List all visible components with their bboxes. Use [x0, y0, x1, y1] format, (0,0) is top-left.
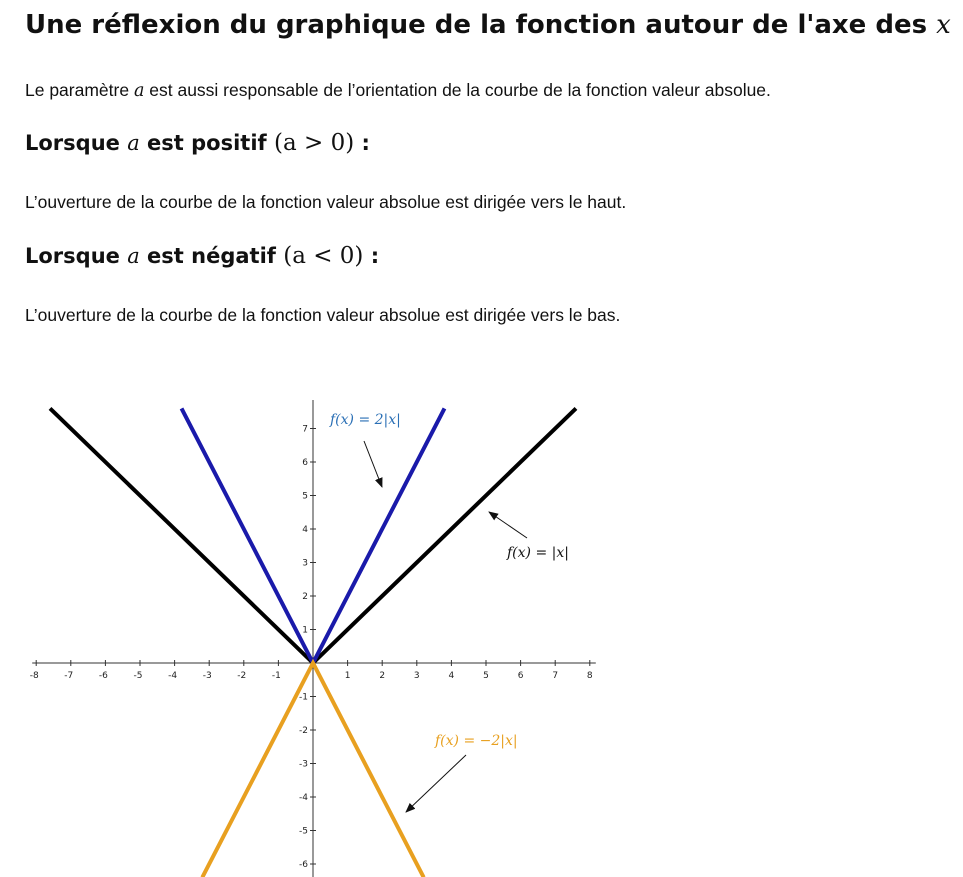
negative-heading-colon: :: [363, 244, 380, 268]
y-tick-label: 4: [302, 525, 308, 535]
negative-case-heading: [25, 243, 379, 269]
y-tick-label: -5: [299, 826, 308, 837]
x-tick-label: 7: [552, 671, 559, 681]
double-abs-label: f(x) = 2|x|: [330, 412, 401, 428]
positive-heading-colon: :: [354, 131, 370, 155]
x-tick-label: 3: [413, 671, 420, 681]
x-tick-label: 5: [483, 671, 489, 681]
double-abs-arrow: [364, 441, 382, 487]
page-title-text: Une réflexion du graphique de la fonction autour de l'axe des: [25, 10, 937, 40]
positive-heading-middle: est positif: [139, 131, 274, 155]
positive-heading-var: a: [127, 131, 140, 155]
negative-case-text: L’ouverture de la courbe de la fonction valeur absolue est dirigée vers le bas.: [25, 305, 621, 325]
x-tick-label: -3: [202, 671, 212, 681]
abs-value-label: f(x) = |x|: [507, 545, 569, 561]
positive-heading-start: Lorsque: [25, 131, 128, 155]
x-tick-label: -1: [271, 671, 281, 681]
page-title-var: x: [936, 10, 951, 40]
intro-paragraph: [25, 80, 771, 101]
y-tick-label: -3: [299, 759, 308, 770]
absolute-value-graph: [0, 395, 620, 877]
positive-condition: (a > 0): [273, 130, 355, 156]
y-tick-label: 5: [302, 491, 308, 502]
x-tick-label: 2: [379, 671, 386, 681]
negative-condition: (a < 0): [283, 243, 364, 269]
neg-double-abs-arrow: [406, 755, 466, 812]
y-tick-label: -2: [299, 726, 308, 736]
x-tick-label: 6: [517, 671, 524, 681]
negative-heading-var: a: [127, 244, 140, 268]
y-tick-label: -1: [299, 692, 308, 703]
positive-case-text: L’ouverture de la courbe de la fonction valeur absolue est dirigée vers le haut.: [25, 192, 627, 212]
intro-var: a: [133, 81, 145, 101]
x-tick-label: -2: [237, 671, 247, 681]
x-tick-label: -6: [98, 671, 108, 681]
positive-case-heading: [25, 130, 370, 156]
x-tick-label: 4: [448, 671, 455, 681]
y-tick-label: 1: [302, 625, 308, 636]
x-tick-label: -5: [133, 671, 143, 681]
x-tick-label: 8: [586, 671, 593, 681]
y-tick-label: 3: [302, 558, 308, 569]
y-tick-label: -6: [299, 860, 308, 870]
page-title: [25, 10, 951, 40]
abs-value-arrow: [489, 512, 527, 538]
x-tick-label: -4: [168, 671, 178, 681]
x-tick-label: -8: [29, 671, 39, 681]
y-tick-label: 2: [302, 592, 308, 602]
negative-heading-middle: est négatif: [139, 244, 284, 268]
intro-text-end: est aussi responsable de l’orientation de la courbe de la fonction valeur absolue.: [144, 80, 771, 100]
y-tick-label: 7: [302, 424, 308, 435]
y-tick-label: -4: [299, 793, 308, 803]
intro-text-start: Le paramètre: [25, 80, 134, 100]
neg-double-abs-label: f(x) = −2|x|: [435, 733, 518, 749]
y-tick-label: 6: [302, 458, 308, 468]
x-tick-label: 1: [344, 671, 351, 681]
x-tick-label: -7: [64, 671, 74, 681]
negative-heading-start: Lorsque: [25, 244, 128, 268]
